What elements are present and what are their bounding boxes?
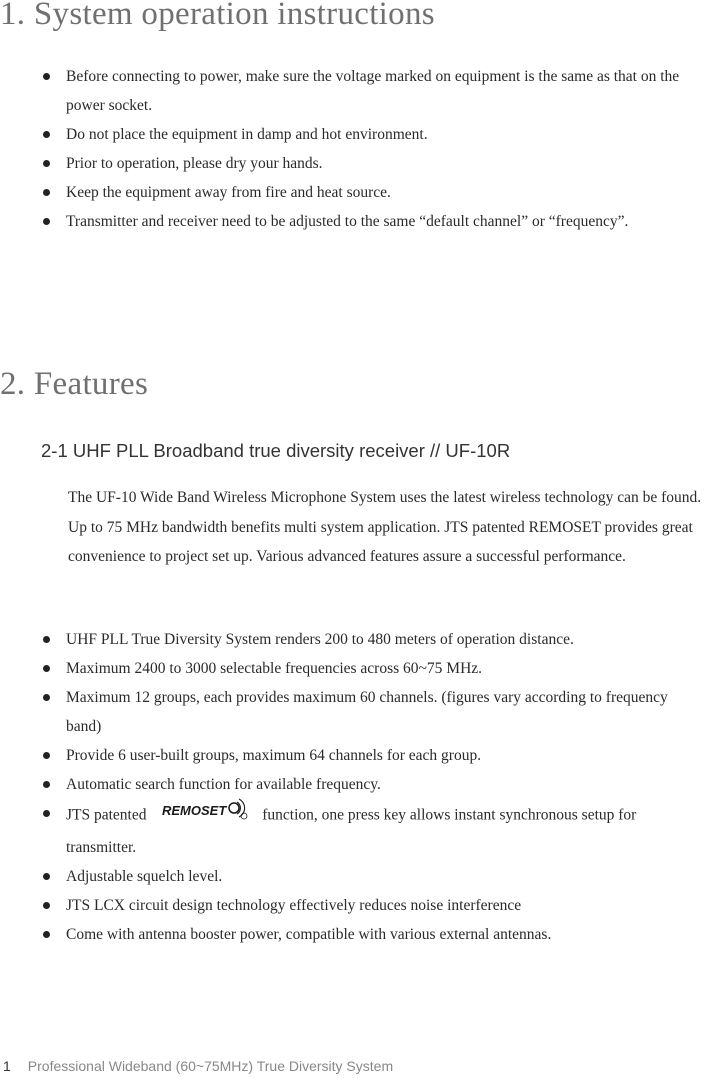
page-number: 1 xyxy=(3,1058,11,1074)
list-item xyxy=(0,683,707,741)
remoset-logo-text: REMOSET xyxy=(162,803,227,818)
list-item xyxy=(0,178,707,207)
receiver-subheading: 2-1 UHF PLL Broadband true diversity receiver // UF-10R xyxy=(41,440,511,461)
features-list xyxy=(0,625,707,949)
bullet-icon xyxy=(43,665,50,672)
remoset-before-text: JTS patented xyxy=(66,806,147,824)
bullet-icon xyxy=(43,873,50,880)
bullet-icon xyxy=(43,160,50,167)
list-item xyxy=(0,891,707,920)
list-item-text: Do not place the equipment in damp and hot environment. xyxy=(66,126,428,143)
list-item xyxy=(0,62,707,120)
list-item xyxy=(0,149,707,178)
list-item xyxy=(0,862,707,891)
list-item-text: Maximum 2400 to 3000 selectable frequencies across 60~75 MHz. xyxy=(66,660,483,677)
list-item-text: Provide 6 user-built groups, maximum 64 channels for each group. xyxy=(66,747,482,764)
list-item-text: Maximum 12 groups, each provides maximum 60 channels. (figures vary according to frequency band) xyxy=(66,689,668,735)
bullet-icon xyxy=(43,752,50,759)
bullet-icon xyxy=(43,902,50,909)
intro-paragraph: The UF-10 Wide Band Wireless Microphone System uses the latest wireless technology can be found. Up to 75 MHz bandwidth benefits multi system application. JTS patented REMOSET provides great convenience to project set up. Various advanced features assure a successful performance. xyxy=(68,489,702,565)
list-item-text: Adjustable squelch level. xyxy=(66,868,223,885)
list-item-text: UHF PLL True Diversity System renders 200 to 480 meters of operation distance. xyxy=(66,631,574,648)
page-footer xyxy=(3,1058,393,1074)
list-item-text: Transmitter and receiver need to be adjusted to the same “default channel” or “frequency”. xyxy=(66,213,629,230)
list-item xyxy=(0,625,707,654)
list-item-text: Before connecting to power, make sure the voltage marked on equipment is the same as that on the power socket. xyxy=(66,68,680,114)
section-1-title: 1. System operation instructions xyxy=(0,0,435,32)
remoset-logo xyxy=(160,797,250,831)
list-item xyxy=(0,799,707,862)
bullet-icon xyxy=(43,131,50,138)
list-item-text: Keep the equipment away from fire and heat source. xyxy=(66,184,391,201)
bullet-icon xyxy=(43,694,50,701)
bullet-icon xyxy=(43,810,50,817)
bullet-icon xyxy=(43,781,50,788)
remoset-after-text: function, one press key allows instant synchronous setup for transmitter. xyxy=(66,806,637,856)
remoset-logo-icon xyxy=(160,797,250,821)
list-item-text: Prior to operation, please dry your hands. xyxy=(66,155,323,172)
section-2-title: 2. Features xyxy=(0,366,149,402)
bullet-icon xyxy=(43,218,50,225)
list-item xyxy=(0,920,707,949)
bullet-icon xyxy=(43,73,50,80)
list-item xyxy=(0,207,707,236)
footer-text: Professional Wideband (60~75MHz) True Diversity System xyxy=(27,1058,394,1074)
list-item-text: JTS LCX circuit design technology effectively reduces noise interference xyxy=(66,897,522,914)
bullet-icon xyxy=(43,931,50,938)
bullet-icon xyxy=(43,636,50,643)
list-item xyxy=(0,741,707,770)
list-item xyxy=(0,654,707,683)
bullet-icon xyxy=(43,189,50,196)
list-item-text: Come with antenna booster power, compatible with various external antennas. xyxy=(66,926,552,943)
list-item xyxy=(0,770,707,799)
operation-instructions-list xyxy=(0,62,707,236)
list-item xyxy=(0,120,707,149)
list-item-text: Automatic search function for available frequency. xyxy=(66,776,381,793)
